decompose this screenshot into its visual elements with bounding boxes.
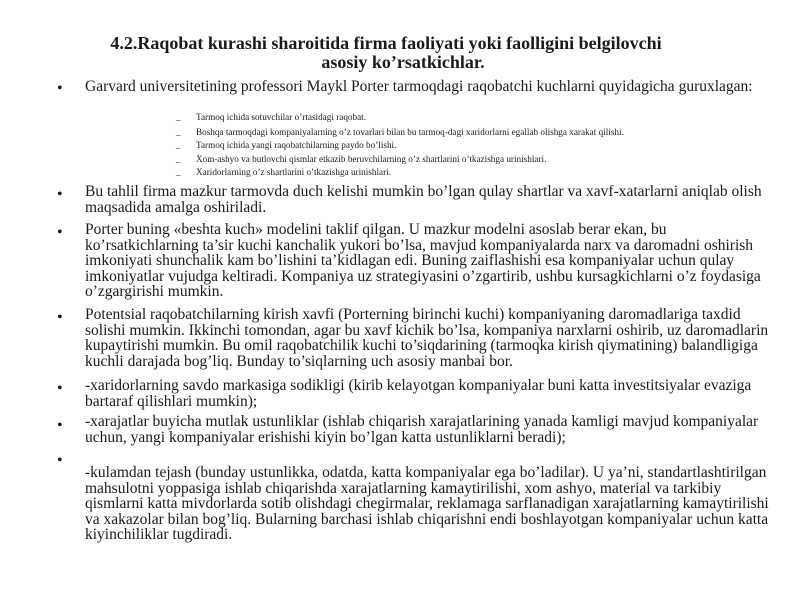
bullet-marker: • <box>57 452 63 469</box>
subitem-text: Tarmoq ichida sotuvchilar o’rtasidagi raqobat. <box>196 112 367 122</box>
bullet-marker: • <box>57 186 63 203</box>
subitem-1 <box>176 112 366 122</box>
paragraph-3: Porter buning «beshta kuch» modelini taklif qilgan. U mazkur modelni asoslab berar ekan, bu ko’rsatkichlarning ta’sir kuchi kanchalik yukori bo’lsa, mavjud kompaniyalarda narx va daromadni oshirish imkoniyati shunchalik kam bo’lishini ta’kidlagan edi. Buning zaiflashishi esa kompaniyalar uchun qulay imkoniyatlar vujudga keltiradi. Kompaniya uz strategiyasini o’zgartirib, ushbu kursagkichlarni o’z foydasiga o’zgargirishi mumkin. <box>85 221 761 300</box>
subitem-3 <box>176 140 396 150</box>
bullet-marker: • <box>57 80 63 97</box>
bullet-marker: • <box>57 309 63 326</box>
paragraph-2: Bu tahlil firma mazkur tarmovda duch kelishi mumkin bo’lgan qulay shartlar va xavf-xatarlarni aniqlab olish maqsadida amalga oshiriladi. <box>85 183 762 216</box>
subitem-4 <box>176 154 546 164</box>
dash-marker: _ <box>176 167 181 177</box>
bullet-marker: • <box>57 380 63 397</box>
bullet-marker: • <box>57 417 63 434</box>
paragraph-4: Potentsial raqobatchilarning kirish xavfi (Porterning birinchi kuchi) kompaniyaning daromadlariga taxdid solishi mumkin. Ikkinchi tomondan, agar bu xavf kichik bo’lsa, kompaniya narxlarni oshirib, uz daromadlarin kupaytirishi mumkin. Bu omil raqobatchilik kuchi to’siqdarining (tarmoqka kirish qiymatining) balandligiga kuchli darajada bog’liq. Bunday to’siqlarning uch asosiy manbai bor. <box>85 306 769 370</box>
subitem-text: Xaridorlarning o’z shartlarini o’tkazishga urinishlari. <box>196 167 392 177</box>
subitem-5 <box>176 167 391 177</box>
subitem-text: Xom-ashyo va butlovchi qismlar etkazib beruvchilarning o’z shartlarini o’tkazishga urinishlari. <box>196 154 547 164</box>
dash-marker: _ <box>176 127 181 137</box>
paragraph-5: -xaridorlarning savdo markasiga sodikligi (kirib kelayotgan kompaniyalar buni katta investitsiyalar evaziga bartaraf qilishlari mumkin); <box>85 377 752 410</box>
title-line-1: 4.2.Raqobat kurashi sharoitida firma faoliyati yoki faolligini belgilovchi <box>110 33 662 53</box>
dash-marker: _ <box>176 140 181 150</box>
paragraph-7: -kulamdan tejash (bunday ustunlikka, odatda, katta kompaniyalar ega bo’ladilar). U ya’ni, standartlashtirilgan mahsulotni yoppasiga ishlab chiqarishda xarajatlarning kamaytirilishi, xom ashyo, material va tarkibiy qismlarni katta mivdorlarda sotib olishdagi chegirmalar, reklamaga sarflanadigan xarajatlarning kamaytirilishi va xakazolar bilan bog’liq. Bularning barchasi ishlab chiqarishni endi boshlayotgan kompaniyalar uchun katta kiyinchiliklar tugdiradi. <box>85 464 769 543</box>
paragraph-1: Garvard universitetining professori Maykl Porter tarmoqdagi raqobatchi kuchlarni quyidagicha guruxlagan: <box>85 78 753 95</box>
dash-marker: _ <box>176 112 181 122</box>
subitem-text: Boshqa tarmoqdagi kompaniyalarning o’z tovarlari bilan bu tarmoq-dagi xaridorlarni egallab olishga xarakat qilishi. <box>196 127 624 137</box>
subitem-text: Tarmoq ichida yangi raqobatchilarning paydo bo’lishi. <box>196 140 397 150</box>
bullet-marker: • <box>57 224 63 241</box>
paragraph-6: -xarajatlar buyicha mutlak ustunliklar (ishlab chiqarish xarajatlarining yanada kamligi mavjud kompaniyalar uchun, yangi kompaniyalar erishishi kiyin bo’lgan katta ustunliklarni beradi); <box>85 413 759 446</box>
subitem-2 <box>176 127 624 137</box>
dash-marker: _ <box>176 154 181 164</box>
title-line-2: asosiy ko’rsatkichlar. <box>321 52 485 72</box>
page-title <box>0 34 800 72</box>
